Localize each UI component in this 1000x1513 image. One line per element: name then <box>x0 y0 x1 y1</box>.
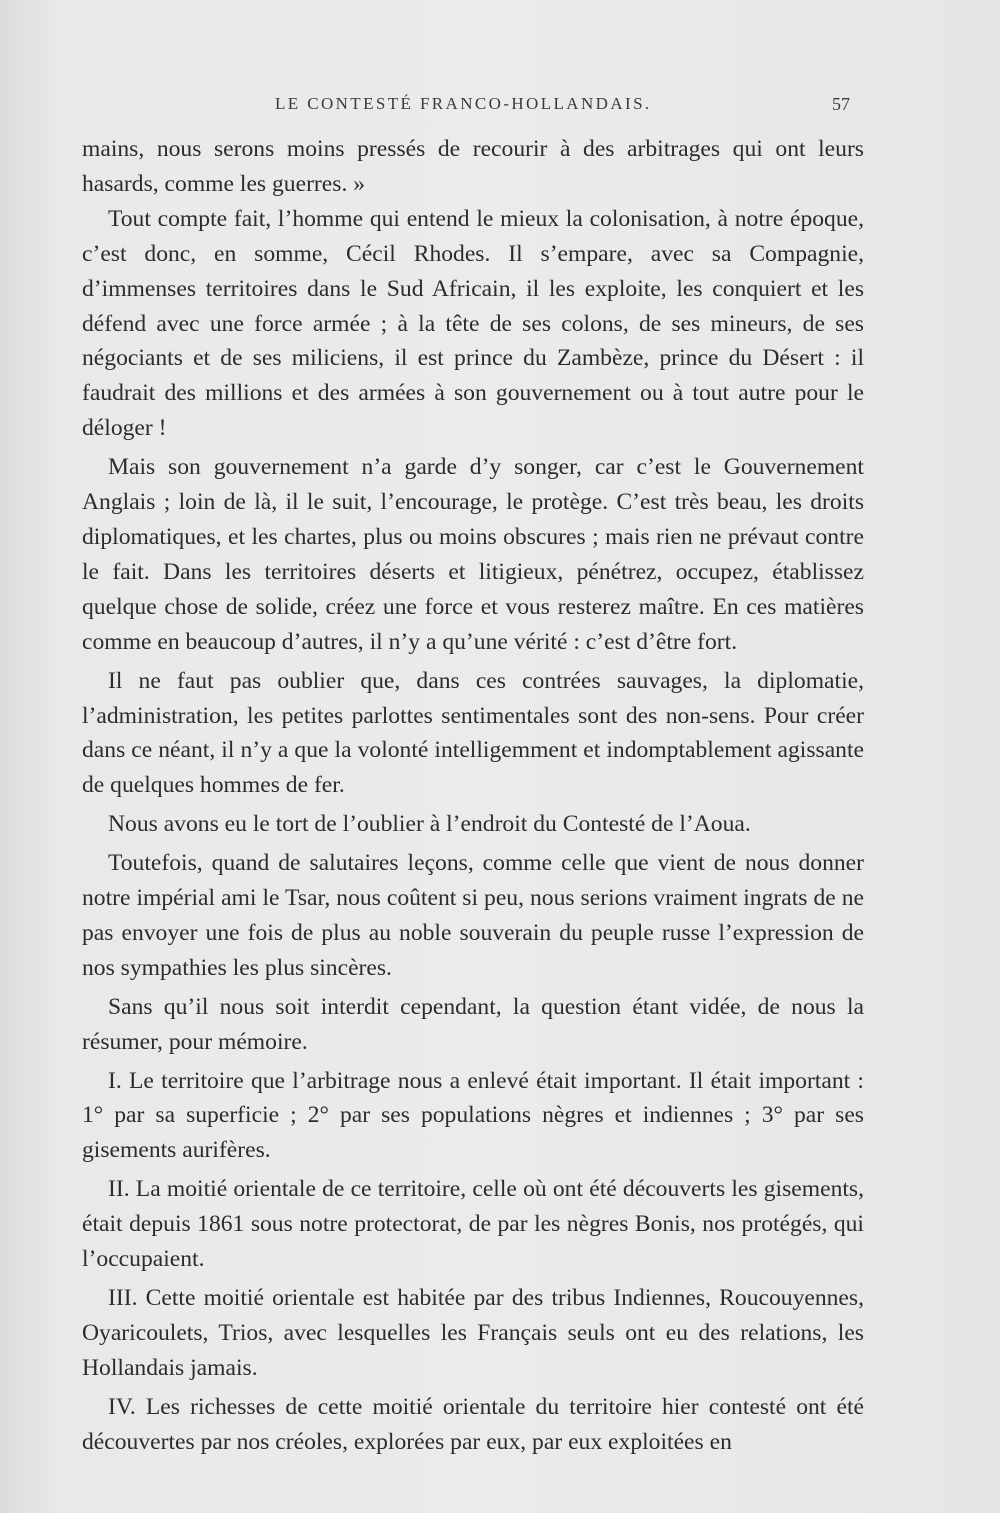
paragraph: Il ne faut pas oublier que, dans ces contrées sauvages, la diplomatie, l’administration, les petites parlottes sentimentales sont des non-sens. Pour créer dans ce néant, il n’y a que la volonté intelligemment et indomptablement agissante de quelques hommes de fer. <box>82 667 864 799</box>
paragraph: IV. Les richesses de cette moitié orientale du territoire hier contesté ont été découvertes par nos créoles, explorées par eux, par eux exploitées en <box>82 1393 864 1455</box>
paragraph: mains, nous serons moins pressés de recourir à des arbitrages qui ont leurs hasards, comme les guerres. » <box>82 136 864 197</box>
paragraph: II. La moitié orientale de ce territoire, celle où ont été découverts les gisements, était depuis 1861 sous notre protectorat, de par les nègres Bonis, nos protégés, qui l’occupaient. <box>82 1176 864 1273</box>
paragraph: III. Cette moitié orientale est habitée par des tribus Indiennes, Roucouyennes, Oyaricoulets, Trios, avec lesquelles les Français seuls ont eu des relations, les Hollandais jamais. <box>82 1285 864 1381</box>
paragraph: Tout compte fait, l’homme qui entend le mieux la colonisation, à notre époque, c’est donc, en somme, Cécil Rhodes. Il s’empare, avec sa Compagnie, d’immenses territoires dans le Sud Africain, il les exploite, les conquiert et les défend avec une force armée ; à la tête de ses colons, de ses mineurs, de ses négociants et de ses miliciens, il est prince du Zambèze, prince du Désert : il faudrait des millions et des armées à son gouvernement ou à tout autre pour le déloger ! <box>82 205 864 442</box>
body-text <box>82 132 864 1460</box>
paragraph: Toutefois, quand de salutaires leçons, comme celle que vient de nous donner notre impérial ami le Tsar, nous coûtent si peu, nous serions vraiment ingrats de ne pas envoyer une fois de plus au noble souverain du peuple russe l’expression de nos sympathies les plus sincères. <box>82 850 864 981</box>
paragraph: Nous avons eu le tort de l’oublier à l’endroit du Contesté de l’Aoua. <box>108 811 751 838</box>
page-number: 57 <box>832 94 850 114</box>
paragraph: Sans qu’il nous soit interdit cependant, la question étant vidée, de nous la résumer, pour mémoire. <box>82 993 864 1055</box>
running-title: LE CONTESTÉ FRANCO-HOLLANDAIS. <box>275 94 652 113</box>
running-head <box>80 94 850 124</box>
paragraph: I. Le territoire que l’arbitrage nous a enlevé était important. Il était important : 1° par sa superficie ; 2° par ses populations nègres et indiennes ; 3° par ses gisements aurifères. <box>82 1067 864 1164</box>
paragraph: Mais son gouvernement n’a garde d’y songer, car c’est le Gouvernement Anglais ; loin de là, il le suit, l’encourage, le protège. C’est très beau, les droits diplomatiques, et les chartes, plus ou moins obscures ; mais rien ne prévaut contre le fait. Dans les territoires déserts et litigieux, pénétrez, occupez, établissez quelque chose de solide, créez une force et vous resterez maître. En ces matières comme en beaucoup d’autres, il n’y a qu’une vérité : c’est d’être fort. <box>82 454 864 655</box>
